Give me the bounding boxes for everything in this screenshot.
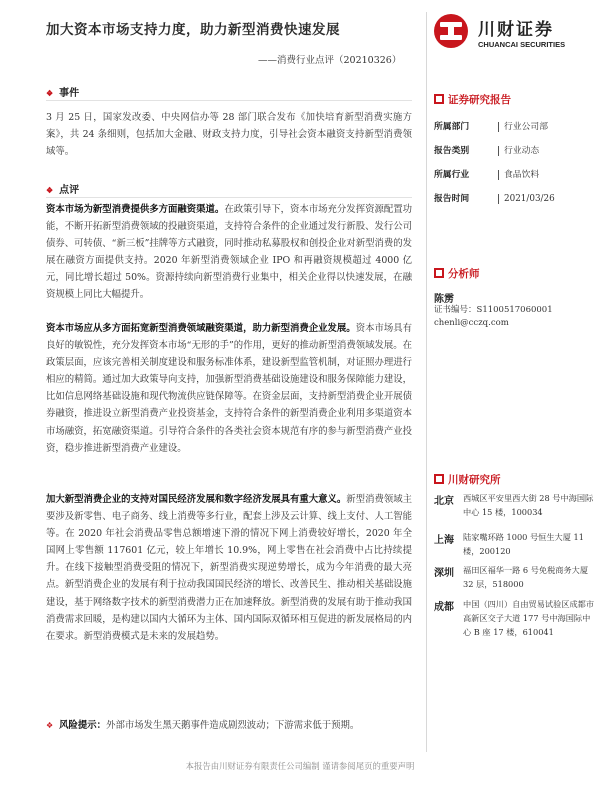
comment-paragraph-1	[46, 201, 412, 304]
paragraph-lead: 资本市场应从多方面拓宽新型消费领域融资渠道，助力新型消费企业发展。	[46, 323, 356, 334]
comment-paragraph-3	[46, 491, 412, 645]
report-subtitle: ——消费行业点评（20210326）	[258, 55, 402, 66]
report-title: 加大资本市场支持力度，助力新型消费快速发展	[46, 22, 340, 38]
risk-label: 风险提示：	[59, 720, 107, 731]
paragraph-lead: 资本市场为新型消费提供多方面融资渠道。	[46, 204, 225, 215]
analyst-cert: 证书编号：S1100517060001	[434, 305, 553, 315]
square-bullet-icon	[434, 268, 444, 278]
divider	[46, 100, 412, 101]
risk-text: 外部市场发生黑天鹅事件造成剧烈波动；下游需求低于预期。	[106, 720, 360, 731]
analyst-name: 陈雳	[434, 294, 454, 305]
event-heading: ❖ 事件	[46, 88, 80, 99]
meta-industry: 所属行业 食品饮料	[434, 170, 540, 180]
column-divider	[426, 12, 427, 752]
institute-heading: 川财研究所	[434, 472, 501, 487]
analyst-heading: 分析师	[434, 266, 480, 281]
company-logo	[434, 14, 584, 58]
report-type-heading: 证券研究报告	[434, 92, 511, 107]
square-bullet-icon	[434, 94, 444, 104]
diamond-bullet-icon: ❖	[46, 88, 54, 98]
paragraph-body: 资本市场具有良好的敏锐性，充分发挥资本市场“无形的手”的作用，更好的推动新型消费领域发展。在政策层面，应该完善相关制度建设和服务标准体系，建设新型监管机制，对证照办理进行相应的精简。通过加大政策导向支持，加强新型消费基础设施建设和服务保障能力建设，比如信息网络基础设施和现代物流供应链保障等。在资金层面，支持新型消费企业开展债券融资，推进设立新型消费产业投资基金，支持符合条件的新型消费企业利用多渠道资本市场融资，拓宽融资渠道。引导符合条件的各类社会资本规范有序的参与新型消费产业投资，稳步推进新型消费产业建设。	[46, 323, 412, 454]
logo-name-cn: 川财证券	[478, 20, 554, 40]
paragraph-lead: 加大新型消费企业的支持对国民经济发展和数字经济发展具有重大意义。	[46, 494, 347, 505]
square-bullet-icon	[434, 474, 444, 484]
diamond-bullet-icon: ❖	[46, 185, 54, 195]
diamond-bullet-icon: ❖	[46, 721, 54, 730]
comment-heading: ❖ 点评	[46, 185, 80, 196]
risk-notice	[46, 718, 416, 734]
meta-date: 报告时间 2021/03/26	[434, 194, 555, 204]
meta-department: 所属部门 行业公司部	[434, 122, 548, 132]
comment-paragraph-2	[46, 320, 412, 457]
paragraph-body: 在政策引导下，资本市场充分发挥资源配置功能，不断开拓新型消费领域的投融资渠道，支持符合条件的企业通过发行新股、发行公司债券、可转债、“新三板”挂牌等方式融资，同时推动私募股权和创投企业对新型消费的发展在融资方面提供支持。2020 年新型消费领域企业 IPO 和再融资规模超过 4000 亿元，同比增长超过 50%。资源持续向新型消费行业集中，相关企业得以快速发展，在融资规模上同比大幅提升。	[46, 204, 412, 301]
meta-category: 报告类别 行业动态	[434, 146, 540, 156]
page-footer: 本报告由川财证券有限责任公司编制 谨请参阅尾页的重要声明	[185, 761, 415, 771]
divider	[46, 197, 412, 198]
event-text: 3 月 25 日，国家发改委、中央网信办等 28 部门联合发布《加快培育新型消费实施方案》，共 24 条细则，包括加大金融、财政支持力度，引导社会资本融资支持新型消费领域等。	[46, 112, 412, 158]
paragraph-body: 新型消费领域主要涉及新零售、电子商务、线上消费等多行业，配套上涉及云计算、线上支付、人工智能等。在 2020 年社会消费品零售总额增速下滑的情况下网上消费较好增长，2020 年全国网上零售额 117601 亿元，较上年增长 10.9%，网上零售在社会消费中占比持续提升。在线下接触型消费受阻的情况下，新型消费实现逆势增长，成为今年消费的最大亮点。新型消费企业的发展有利于拉动我国国民经济的增长、改善民生、推动相关基础设施建设，基于网络数字技术的新型消费潜力正在加速释放。新型消费的发展有助于推动我国消费需求回暖，是构建以国内大循环为主体、国内国际双循环相互促进的新发展格局的内在要求。新型消费模式是未来的发展趋势。	[46, 494, 412, 642]
logo-mark-icon	[434, 14, 468, 48]
logo-name-en: CHUANCAI SECURITIES	[478, 40, 566, 49]
analyst-email[interactable]: chenli@cczq.com	[434, 318, 509, 328]
